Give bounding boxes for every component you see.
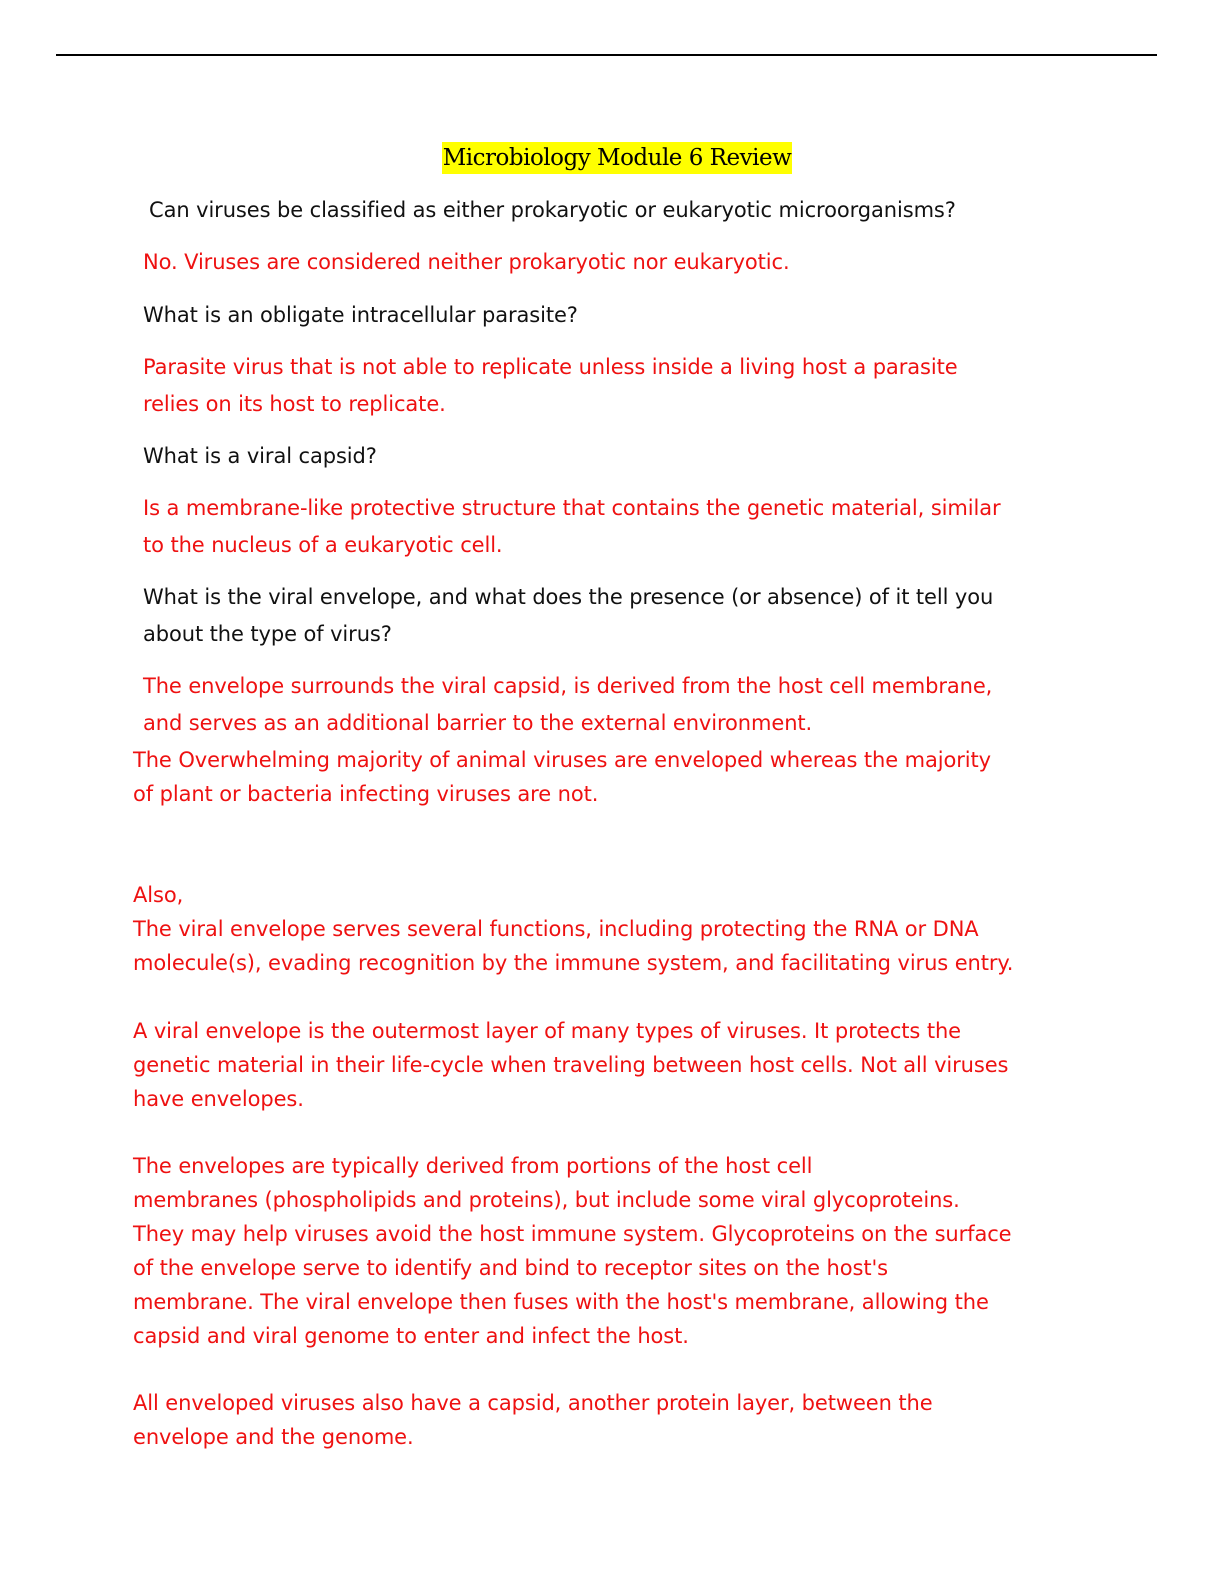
question-3: What is a viral capsid? [143,444,377,468]
answer-4-functions: Also, The viral envelope serves several functions, including protecting the RNA or DNA molecule(s), evading recognition by the immune system, and facilitating virus entry. [133,883,1014,975]
question-1: Can viruses be classified as either prokaryotic or eukaryotic microorganisms? [149,198,956,222]
top-rule [56,54,1157,56]
answer-1: No. Viruses are considered neither prokaryotic nor eukaryotic. [143,250,790,274]
answer-2: Parasite virus that is not able to replicate unless inside a living host a parasite relies on its host to replicate. [143,355,958,416]
answer-4-majority: The Overwhelming majority of animal viruses are enveloped whereas the majority of plant or bacteria infecting viruses are not. [133,748,991,806]
question-4: What is the viral envelope, and what does the presence (or absence) of it tell you about the type of virus? [143,585,994,646]
answer-3: Is a membrane-like protective structure that contains the genetic material, similar to the nucleus of a eukaryotic cell. [143,496,1001,557]
answer-4: The envelope surrounds the viral capsid, is derived from the host cell membrane, and serves as an additional barrier to the external environment. [143,674,993,735]
title-container [0,142,1224,174]
answer-4-capsid-note: All enveloped viruses also have a capsid, another protein layer, between the envelope and the genome. [133,1391,933,1449]
answer-4-outermost-layer: A viral envelope is the outermost layer of many types of viruses. It protects the genetic material in their life-cycle when traveling between host cells. Not all viruses have envelopes. [133,1019,1009,1111]
answer-4-derivation: The envelopes are typically derived from portions of the host cell membranes (phospholipids and proteins), but include some viral glycoproteins. They may help viruses avoid the host immune system. Glycoproteins on the surface of the envelope serve to identify and bind to receptor sites on the host's membrane. The viral envelope then fuses with the host's membrane, allowing the capsid and viral genome to enter and infect the host. [133,1154,1012,1348]
question-2: What is an obligate intracellular parasite? [143,303,578,327]
document-title: Microbiology Module 6 Review [442,142,793,174]
